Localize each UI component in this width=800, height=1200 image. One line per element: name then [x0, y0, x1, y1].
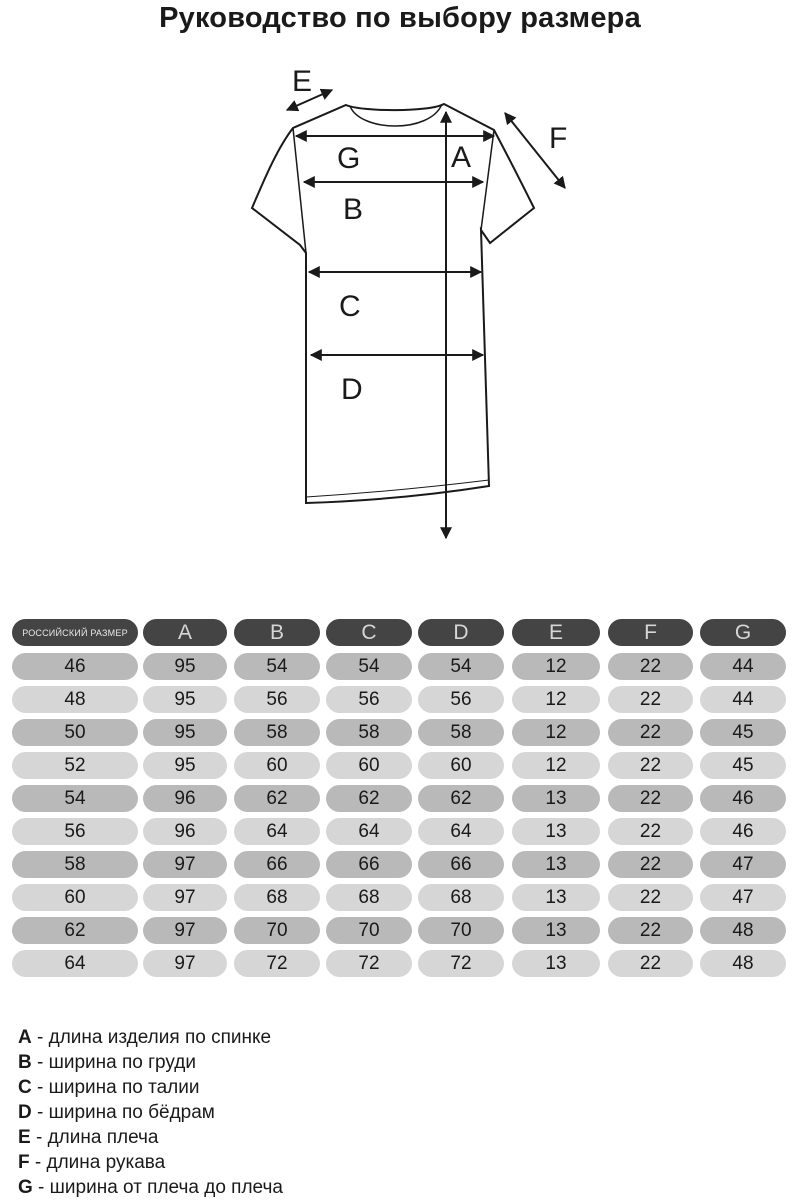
header-cell-e: E [512, 619, 600, 646]
cell-e: 13 [512, 884, 600, 911]
cell-a: 95 [143, 752, 227, 779]
cell-size: 60 [12, 884, 138, 911]
header-cell-f: F [608, 619, 693, 646]
cell-f: 22 [608, 653, 693, 680]
cell-e: 13 [512, 917, 600, 944]
label-f: F [549, 122, 568, 155]
hem-line [306, 480, 489, 497]
cell-size: 54 [12, 785, 138, 812]
cell-size: 50 [12, 719, 138, 746]
cell-f: 22 [608, 950, 693, 977]
cell-f: 22 [608, 752, 693, 779]
cell-e: 13 [512, 818, 600, 845]
cell-c: 58 [326, 719, 412, 746]
cell-b: 72 [234, 950, 320, 977]
cell-g: 44 [700, 686, 786, 713]
cell-b: 64 [234, 818, 320, 845]
header-cell-size: РОССИЙСКИЙ РАЗМЕР [12, 619, 138, 646]
cell-d: 68 [418, 884, 504, 911]
cell-e: 13 [512, 851, 600, 878]
cell-f: 22 [608, 818, 693, 845]
table-row [12, 782, 790, 815]
table-row [12, 947, 790, 980]
tshirt-outline [252, 104, 534, 503]
cell-b: 60 [234, 752, 320, 779]
cell-a: 95 [143, 686, 227, 713]
table-row [12, 815, 790, 848]
legend-item: A - длина изделия по спинке [18, 1027, 272, 1048]
cell-a: 95 [143, 719, 227, 746]
cell-b: 56 [234, 686, 320, 713]
cell-size: 52 [12, 752, 138, 779]
cell-d: 56 [418, 686, 504, 713]
cell-b: 54 [234, 653, 320, 680]
label-a: A [451, 141, 472, 174]
cell-size: 62 [12, 917, 138, 944]
cell-g: 46 [700, 818, 786, 845]
page-title: Руководство по выбору размера [159, 2, 641, 34]
cell-g: 46 [700, 785, 786, 812]
cell-d: 60 [418, 752, 504, 779]
cell-b: 68 [234, 884, 320, 911]
header-cell-c: C [326, 619, 412, 646]
cell-g: 44 [700, 653, 786, 680]
label-g: G [337, 142, 361, 175]
table-row [12, 749, 790, 782]
cell-g: 45 [700, 719, 786, 746]
legend [18, 1025, 283, 1200]
cell-f: 22 [608, 719, 693, 746]
label-b: B [343, 193, 364, 226]
cell-d: 64 [418, 818, 504, 845]
table-row [12, 650, 790, 683]
header-cell-g: G [700, 619, 786, 646]
cell-size: 48 [12, 686, 138, 713]
cell-size: 58 [12, 851, 138, 878]
cell-f: 22 [608, 884, 693, 911]
cell-d: 72 [418, 950, 504, 977]
seam-right [481, 130, 494, 230]
cell-f: 22 [608, 851, 693, 878]
header-cell-a: A [143, 619, 227, 646]
cell-b: 58 [234, 719, 320, 746]
legend-item: C - ширина по талии [18, 1077, 200, 1098]
cell-a: 97 [143, 851, 227, 878]
cell-c: 56 [326, 686, 412, 713]
cell-a: 97 [143, 950, 227, 977]
cell-d: 58 [418, 719, 504, 746]
cell-c: 62 [326, 785, 412, 812]
cell-g: 47 [700, 851, 786, 878]
cell-e: 13 [512, 785, 600, 812]
cell-c: 60 [326, 752, 412, 779]
cell-f: 22 [608, 917, 693, 944]
cell-e: 12 [512, 653, 600, 680]
cell-g: 45 [700, 752, 786, 779]
cell-a: 95 [143, 653, 227, 680]
cell-c: 54 [326, 653, 412, 680]
table-header-row [12, 617, 790, 650]
cell-c: 72 [326, 950, 412, 977]
seam-left [293, 128, 306, 253]
label-e: E [292, 65, 313, 98]
label-d: D [341, 373, 363, 406]
cell-e: 12 [512, 686, 600, 713]
cell-f: 22 [608, 686, 693, 713]
cell-g: 48 [700, 917, 786, 944]
cell-a: 96 [143, 818, 227, 845]
cell-g: 47 [700, 884, 786, 911]
cell-c: 70 [326, 917, 412, 944]
cell-size: 56 [12, 818, 138, 845]
legend-item: G - ширина от плеча до плеча [18, 1177, 283, 1198]
cell-e: 12 [512, 719, 600, 746]
cell-d: 54 [418, 653, 504, 680]
cell-d: 66 [418, 851, 504, 878]
cell-size: 64 [12, 950, 138, 977]
header-cell-b: B [234, 619, 320, 646]
cell-e: 13 [512, 950, 600, 977]
legend-item: E - длина плеча [18, 1127, 159, 1148]
cell-a: 97 [143, 884, 227, 911]
legend-item: F - длина рукава [18, 1152, 166, 1173]
cell-a: 96 [143, 785, 227, 812]
size-table [12, 617, 790, 980]
cell-c: 66 [326, 851, 412, 878]
cell-d: 70 [418, 917, 504, 944]
cell-a: 97 [143, 917, 227, 944]
legend-item: B - ширина по груди [18, 1052, 196, 1073]
cell-d: 62 [418, 785, 504, 812]
table-row [12, 914, 790, 947]
cell-b: 62 [234, 785, 320, 812]
header-cell-d: D [418, 619, 504, 646]
table-row [12, 683, 790, 716]
cell-size: 46 [12, 653, 138, 680]
label-c: C [339, 290, 361, 323]
table-row [12, 881, 790, 914]
cell-b: 70 [234, 917, 320, 944]
cell-c: 68 [326, 884, 412, 911]
cell-b: 66 [234, 851, 320, 878]
legend-item: D - ширина по бёдрам [18, 1102, 215, 1123]
cell-e: 12 [512, 752, 600, 779]
table-row [12, 716, 790, 749]
table-row [12, 848, 790, 881]
cell-c: 64 [326, 818, 412, 845]
cell-f: 22 [608, 785, 693, 812]
cell-g: 48 [700, 950, 786, 977]
